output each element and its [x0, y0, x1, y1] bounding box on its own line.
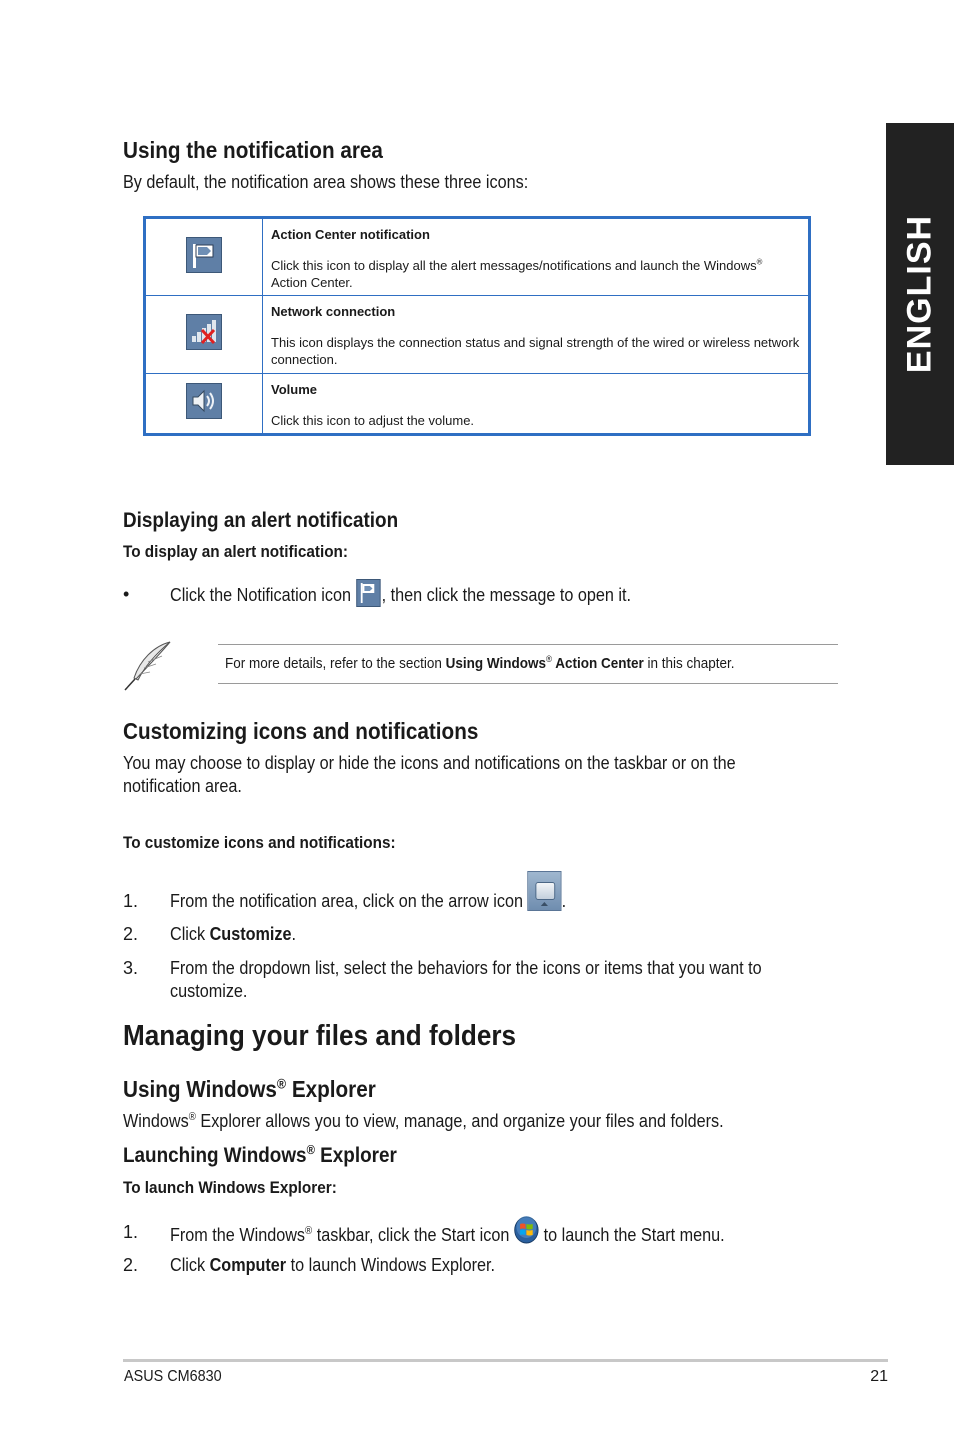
- customizing-desc-line-2: notification area.: [123, 776, 242, 796]
- customize-step-3-line-1: From the dropdown list, select the behaviors for the icons or items that you want to: [170, 958, 762, 978]
- launch-step-1: From the Windows® taskbar, click the Start icon to launch the Start menu.: [170, 1222, 786, 1250]
- launch-step-2: Click Computer to launch Windows Explorer.: [170, 1255, 496, 1275]
- action-center-flag-icon: [186, 237, 222, 273]
- windows-start-icon: [514, 1216, 539, 1244]
- note-text: For more details, refer to the section Using Windows® Action Center in this chapter.: [225, 654, 735, 672]
- feather-pen-icon: [122, 640, 174, 692]
- step-number: 1.: [123, 1222, 139, 1242]
- notification-area-intro: By default, the notification area shows these three icons:: [123, 172, 529, 192]
- customize-step-2: Click Customize.: [170, 924, 297, 944]
- step-number: 1.: [123, 891, 139, 911]
- notification-flag-icon: [356, 579, 380, 607]
- page-number: 21: [870, 1368, 888, 1385]
- note-top-divider: [218, 644, 838, 645]
- step-number: 3.: [123, 958, 139, 978]
- table-row: [146, 219, 809, 296]
- launching-explorer-subtitle: To launch Windows Explorer:: [123, 1178, 337, 1197]
- section-title-notification-area: Using the notification area: [123, 137, 383, 163]
- chapter-title-files-folders: Managing your files and folders: [123, 1020, 517, 1052]
- alert-notification-subtitle: To display an alert notification:: [123, 542, 348, 561]
- arrow-up-icon: [527, 871, 561, 911]
- alert-bullet-text: Click the Notification icon , then click the message to open it.: [170, 582, 682, 610]
- row-title: Action Center notification: [271, 227, 430, 242]
- language-tab-label: ENGLISH: [900, 214, 939, 374]
- language-tab: [886, 123, 954, 465]
- row-description: This icon displays the connection status and signal strength of the wired or wireless network connection.: [271, 335, 800, 367]
- notification-icons-table: [143, 216, 811, 436]
- row-description: Click this icon to adjust the volume.: [271, 413, 475, 428]
- section-title-launching-explorer: Launching Windows® Explorer: [123, 1143, 397, 1167]
- section-title-alert-notification: Displaying an alert notification: [123, 509, 399, 532]
- section-title-customizing: Customizing icons and notifications: [123, 718, 479, 744]
- volume-icon: [186, 383, 222, 419]
- customizing-subtitle: To customize icons and notifications:: [123, 833, 396, 852]
- row-description: Click this icon to display all the alert messages/notifications and launch the Windows® Action Center.: [271, 257, 763, 290]
- network-connection-icon: [186, 314, 222, 350]
- section-title-windows-explorer: Using Windows® Explorer: [123, 1076, 376, 1102]
- table-row: [146, 374, 809, 434]
- customize-step-1: From the notification area, click on the arrow icon .: [170, 867, 610, 911]
- customize-step-3-line-2: customize.: [170, 981, 248, 1001]
- windows-explorer-desc: Windows® Explorer allows you to view, manage, and organize your files and folders.: [123, 1111, 724, 1131]
- row-title: Network connection: [271, 304, 396, 319]
- step-number: 2.: [123, 1255, 139, 1275]
- table-row: [146, 296, 809, 374]
- step-number: 2.: [123, 924, 139, 944]
- note-bottom-divider: [218, 683, 838, 684]
- footer-model: ASUS CM6830: [124, 1368, 222, 1385]
- footer-divider: [123, 1359, 888, 1362]
- bullet-marker: •: [123, 584, 130, 604]
- customizing-desc-line-1: You may choose to display or hide the icons and notifications on the taskbar or on the: [123, 753, 736, 773]
- row-title: Volume: [271, 382, 317, 397]
